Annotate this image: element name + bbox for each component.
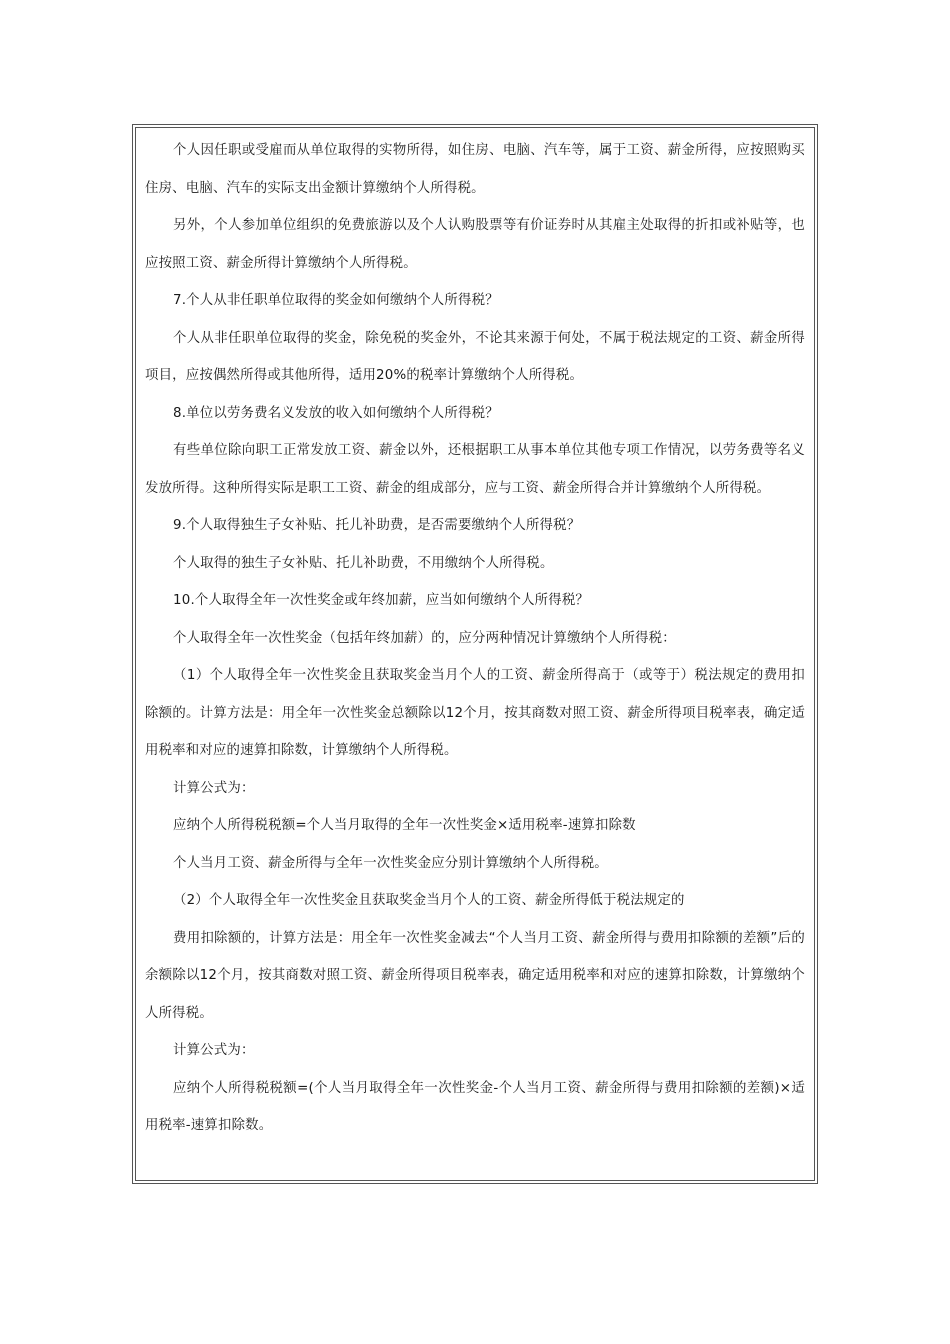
- paragraph-free-travel-discount: 另外，个人参加单位组织的免费旅游以及个人认购股票等有价证券时从其雇主处取得的折扣或补贴等，也应按照工资、薪金所得计算缴纳个人所得税。: [145, 218, 805, 271]
- paragraph-in-kind-income: 个人因任职或受雇而从单位取得的实物所得，如住房、电脑、汽车等，属于工资、薪金所得，应按照购买住房、电脑、汽车的实际支出金额计算缴纳个人所得税。: [145, 143, 805, 196]
- case-2-heading: （2）个人取得全年一次性奖金且获取奖金当月个人的工资、薪金所得低于税法规定的: [173, 893, 685, 908]
- answer-8: 有些单位除向职工正常发放工资、薪金以外，还根据职工从事本单位其他专项工作情况，以劳务费等名义发放所得。这种所得实际是职工工资、薪金的组成部分，应与工资、薪金所得合并计算缴纳个人所得税。: [145, 443, 805, 496]
- formula-label-1: 计算公式为：: [173, 780, 255, 796]
- document-body: [145, 132, 805, 1145]
- answer-10-intro: 个人取得全年一次性奖金（包括年终加薪）的，应分两种情况计算缴纳个人所得税：: [173, 630, 676, 646]
- question-8-heading: 8.单位以劳务费名义发放的收入如何缴纳个人所得税？: [173, 405, 499, 421]
- case-2-description: 费用扣除额的，计算方法是：用全年一次性奖金减去“个人当月工资、薪金所得与费用扣除额的差额”后的余额除以12个月，按其商数对照工资、薪金所得项目税率表，确定适用税率和对应的速算扣除数，计算缴纳个人所得税。: [145, 930, 805, 1021]
- question-9-heading: 9.个人取得独生子女补贴、托儿补助费，是否需要缴纳个人所得税？: [173, 518, 581, 533]
- answer-9: 个人取得的独生子女补贴、托儿补助费，不用缴纳个人所得税。: [173, 555, 554, 571]
- formula-1: 应纳个人所得税税额=个人当月取得的全年一次性奖金×适用税率-速算扣除数: [173, 818, 636, 833]
- question-7-heading: 7.个人从非任职单位取得的奖金如何缴纳个人所得税？: [173, 293, 499, 308]
- separate-calculation-note: 个人当月工资、薪金所得与全年一次性奖金应分别计算缴纳个人所得税。: [173, 855, 608, 871]
- case-1-description: （1）个人取得全年一次性奖金且获取奖金当月个人的工资、薪金所得高于（或等于）税法规定的费用扣除额的。计算方法是：用全年一次性奖金总额除以12个月，按其商数对照工资、薪金所得项目税率表，确定适用税率和对应的速算扣除数，计算缴纳个人所得税。: [145, 668, 805, 758]
- answer-7: 个人从非任职单位取得的奖金，除免税的奖金外，不论其来源于何处，不属于税法规定的工资、薪金所得项目，应按偶然所得或其他所得，适用20%的税率计算缴纳个人所得税。: [145, 330, 805, 383]
- question-10-heading: 10.个人取得全年一次性奖金或年终加薪，应当如何缴纳个人所得税？: [173, 593, 590, 608]
- formula-2: 应纳个人所得税税额=(个人当月取得全年一次性奖金-个人当月工资、薪金所得与费用扣除额的差额)×适用税率-速算扣除数。: [145, 1080, 805, 1133]
- formula-label-2: 计算公式为：: [173, 1043, 255, 1058]
